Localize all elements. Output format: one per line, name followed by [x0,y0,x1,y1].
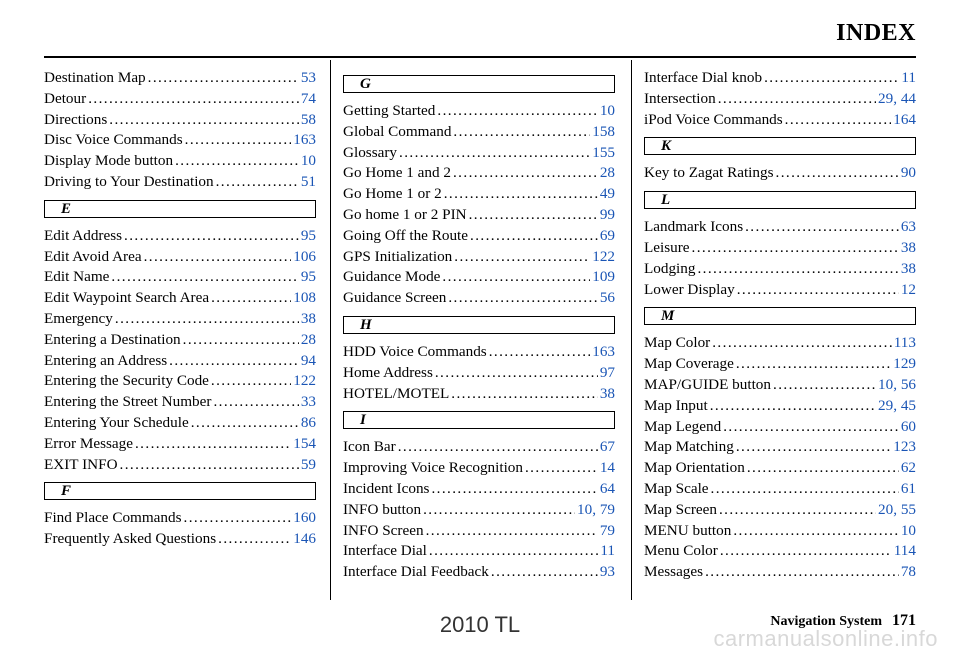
index-term: Glossary [343,143,397,161]
page-link[interactable]: 29, 44 [878,89,916,107]
page-link[interactable]: 10 [599,102,615,119]
section-letter-header: L [644,191,916,209]
dot-leader [719,500,876,521]
index-entry [343,521,615,542]
index-entry [44,172,316,193]
index-term: Improving Voice Recognition [343,459,523,477]
dot-leader [175,151,299,172]
index-entry [644,89,916,110]
page-link[interactable]: 58 [300,110,316,128]
page-link[interactable]: 67 [599,438,615,456]
index-term: Interface Dial Feedback [343,563,489,581]
dot-leader [470,226,598,247]
dot-leader [115,309,299,330]
dot-leader [737,280,899,301]
dot-leader [211,288,291,309]
page-link[interactable]: 164 [893,110,916,128]
page-link[interactable]: 108 [293,289,316,307]
dot-leader [453,163,598,184]
column-divider [330,60,331,600]
index-term: Leisure [644,238,690,256]
index-term: Landmark Icons [644,218,744,236]
section-letter-header: K [644,137,916,155]
index-entry [644,375,916,396]
index-term: HOTEL/MOTEL [343,384,450,402]
index-term: Lodging [644,259,696,277]
index-term: Guidance Mode [343,268,441,286]
page-link[interactable]: 74 [300,89,316,107]
index-term: Disc Voice Commands [44,131,183,149]
dot-leader [491,562,598,583]
page-link[interactable]: 60 [900,417,916,435]
index-entry [644,541,916,562]
page-link[interactable]: 95 [300,268,316,286]
dot-leader [723,417,899,438]
index-entry [343,541,615,562]
page-link[interactable]: 146 [293,530,316,548]
index-term: Map Coverage [644,355,734,373]
index-entry [343,288,615,309]
index-term: Icon Bar [343,438,396,456]
index-term: Getting Started [343,102,436,119]
dot-leader [745,217,899,238]
page-link[interactable]: 114 [893,542,916,560]
index-term: Go home 1 or 2 PIN [343,205,467,223]
dot-leader [469,205,598,226]
dot-leader [135,434,291,455]
index-entry [644,396,916,417]
section-letter-header: I [343,411,615,429]
dot-leader [435,363,598,384]
index-entry [44,371,316,392]
page-link[interactable]: 49 [599,185,615,203]
index-entry [343,101,615,122]
index-term: Menu Color [644,542,718,560]
page-link[interactable]: 154 [293,434,316,452]
page-link[interactable]: 93 [599,563,615,581]
page-link[interactable]: 129 [893,355,916,373]
index-term: Guidance Screen [343,289,447,307]
index-term: Map Scale [644,479,709,497]
dot-leader [431,479,597,500]
page-link[interactable]: 97 [599,363,615,381]
page-link[interactable]: 56 [599,289,615,307]
page-link[interactable]: 163 [592,342,615,360]
index-entry [644,417,916,438]
index-term: Edit Avoid Area [44,247,142,265]
index-entry [644,562,916,583]
index-term: Messages [644,563,704,581]
dot-leader [218,529,291,550]
dot-leader [169,351,299,372]
index-entry [44,529,316,550]
dot-leader [184,508,292,529]
index-term: MENU button [644,521,732,539]
index-entry [44,309,316,330]
page-link[interactable]: 10 [300,152,316,170]
page-link[interactable]: 78 [900,563,916,581]
dot-leader [144,247,292,268]
dot-leader [448,288,598,309]
page-link[interactable]: 20, 55 [878,500,916,518]
page-link[interactable]: 28 [599,164,615,182]
page-link[interactable]: 11 [901,69,916,86]
index-entry [343,562,615,583]
index-entry [343,226,615,247]
index-entry [44,68,316,89]
index-term: Detour [44,89,87,107]
index-entry [44,267,316,288]
index-term: Directions [44,110,108,128]
index-column-3 [644,68,916,583]
page-link[interactable]: 109 [592,268,615,286]
dot-leader [711,479,899,500]
index-entry [644,110,916,131]
index-term: Entering an Address [44,351,168,369]
index-term: Map Matching [644,438,734,456]
model-label: 2010 TL [439,612,521,637]
dot-leader [191,413,299,434]
index-entry [44,455,316,476]
index-entry [44,351,316,372]
index-term: Entering Your Schedule [44,413,189,431]
section-letter-header: M [644,307,916,325]
index-term: Display Mode button [44,152,174,170]
index-term: Map Screen [644,500,717,518]
page-link[interactable]: 163 [293,131,316,149]
index-term: Lower Display [644,280,735,298]
page-link[interactable]: 123 [893,438,916,456]
index-term: Edit Address [44,226,123,244]
dot-leader [88,89,299,110]
section-letter-header: G [343,75,615,93]
index-entry [644,259,916,280]
dot-leader [423,500,575,521]
index-entry [343,122,615,143]
index-entry [644,68,916,89]
page-link[interactable]: 38 [900,238,916,256]
dot-leader [525,458,598,479]
dot-leader [697,259,898,280]
page-link[interactable]: 12 [900,280,916,298]
index-entry [343,500,615,521]
dot-leader [429,541,598,562]
dot-leader [148,68,299,89]
dot-leader [776,163,899,184]
dot-leader [120,455,299,476]
page-link[interactable]: 64 [599,479,615,497]
section-name: Navigation System [770,614,882,629]
page-link[interactable]: 38 [900,259,916,277]
dot-leader [454,247,590,268]
index-term: Edit Waypoint Search Area [44,289,210,307]
page-link[interactable]: 61 [900,479,916,497]
index-term: GPS Initialization [343,247,453,265]
index-entry [44,110,316,131]
page-link[interactable]: 51 [300,172,316,190]
index-entry [343,184,615,205]
index-entry [644,163,916,184]
index-term: iPod Voice Commands [644,110,783,128]
index-entry [644,437,916,458]
dot-leader [426,521,598,542]
page-link[interactable]: 122 [293,372,316,390]
dot-leader [705,562,899,583]
dot-leader [216,172,299,193]
index-entry [44,508,316,529]
index-entry [343,458,615,479]
index-entry [343,143,615,164]
index-column-1 [44,68,316,550]
index-term: Going Off the Route [343,226,469,244]
page-link[interactable]: 79 [599,521,615,539]
dot-leader [736,437,891,458]
dot-leader [489,342,591,363]
page-link[interactable]: 33 [300,393,316,411]
index-column-2 [343,68,615,583]
page-link[interactable]: 86 [300,413,316,431]
index-entry [343,163,615,184]
index-term: Go Home 1 and 2 [343,164,451,182]
dot-leader [710,396,876,417]
index-term: Intersection [644,89,716,107]
index-entry [343,342,615,363]
dot-leader [442,267,590,288]
index-entry [644,333,916,354]
index-entry [44,392,316,413]
index-term: Error Message [44,434,133,452]
index-term: MAP/GUIDE button [644,375,771,393]
dot-leader [773,375,876,396]
page-link[interactable]: 95 [300,226,316,244]
page-link[interactable]: 122 [592,247,615,265]
index-term: Emergency [44,309,113,327]
watermark: carmanualsonline.info [713,626,938,651]
index-entry [343,247,615,268]
index-entry [44,151,316,172]
index-term: Destination Map [44,69,146,86]
index-term: Key to Zagat Ratings [644,164,774,182]
index-entry [343,384,615,405]
dot-leader [213,392,298,413]
index-entry [343,363,615,384]
index-entry [343,479,615,500]
dot-leader [736,354,891,375]
index-term: Interface Dial [343,542,427,560]
title-rule [44,56,916,58]
page-link[interactable]: 59 [300,455,316,473]
index-entry [44,330,316,351]
index-term: Frequently Asked Questions [44,530,217,548]
dot-leader [733,521,898,542]
index-entry [44,89,316,110]
index-entry [44,226,316,247]
page-link[interactable]: 10, 79 [577,500,615,518]
index-term: INFO Screen [343,521,424,539]
page-link[interactable]: 62 [900,459,916,477]
index-term: INFO button [343,500,422,518]
dot-leader [764,68,899,89]
dot-leader [437,101,597,122]
dot-leader [111,267,298,288]
index-entry [644,458,916,479]
index-term: Driving to Your Destination [44,172,214,190]
index-entry [644,217,916,238]
page-link[interactable]: 99 [599,205,615,223]
index-term: Map Color [644,334,711,352]
section-letter-header: H [343,316,615,334]
dot-leader [747,458,899,479]
index-term: Map Input [644,396,708,414]
dot-leader [183,330,299,351]
column-divider [631,60,632,600]
dot-leader [712,333,892,354]
page-link[interactable]: 38 [599,384,615,402]
index-term: Map Orientation [644,459,745,477]
index-entry [644,238,916,259]
dot-leader [692,238,899,259]
page-link[interactable]: 113 [893,334,916,352]
index-term: Global Command [343,122,452,140]
index-entry [343,437,615,458]
index-entry [44,130,316,151]
index-entry [644,521,916,542]
page-link[interactable]: 28 [300,330,316,348]
index-term: Go Home 1 or 2 [343,185,442,203]
page-link[interactable]: 10 [900,521,916,539]
page-link[interactable]: 155 [592,143,615,161]
dot-leader [720,541,892,562]
page-link[interactable]: 11 [600,542,615,560]
index-entry [44,288,316,309]
index-entry [44,434,316,455]
index-entry [644,479,916,500]
index-term: Incident Icons [343,479,430,497]
index-entry [44,247,316,268]
index-term: Home Address [343,363,433,381]
index-term: Entering a Destination [44,330,181,348]
page-link[interactable]: 69 [599,226,615,244]
index-entry [343,205,615,226]
dot-leader [785,110,892,131]
index-entry [644,354,916,375]
dot-leader [109,110,299,131]
index-term: Entering the Security Code [44,372,209,390]
page-title: INDEX [836,20,916,46]
index-entry [644,500,916,521]
index-entry [44,413,316,434]
index-term: Entering the Street Number [44,393,212,411]
page-link[interactable]: 29, 45 [878,396,916,414]
index-term: Interface Dial knob [644,69,763,86]
page-link[interactable]: 90 [900,164,916,182]
page-number: 171 [892,612,916,629]
dot-leader [185,130,292,151]
section-letter-header: E [44,200,316,218]
page-link[interactable]: 106 [293,247,316,265]
page-link[interactable]: 53 [300,69,316,86]
page-link[interactable]: 94 [300,351,316,369]
page-link[interactable]: 63 [900,218,916,236]
dot-leader [399,143,590,164]
page-link[interactable]: 38 [300,309,316,327]
page-link[interactable]: 10, 56 [878,375,916,393]
dot-leader [451,384,598,405]
index-entry [644,280,916,301]
dot-leader [444,184,598,205]
dot-leader [398,437,598,458]
dot-leader [718,89,876,110]
dot-leader [211,371,291,392]
index-term: Edit Name [44,268,110,286]
section-letter-header: F [44,482,316,500]
index-term: HDD Voice Commands [343,342,487,360]
index-entry [343,267,615,288]
page-link[interactable]: 160 [293,509,316,527]
page-link[interactable]: 14 [599,459,615,477]
dot-leader [453,122,590,143]
dot-leader [124,226,299,247]
index-term: Map Legend [644,417,722,435]
index-term: Find Place Commands [44,509,182,527]
page-link[interactable]: 158 [592,122,615,140]
index-term: EXIT INFO [44,455,118,473]
